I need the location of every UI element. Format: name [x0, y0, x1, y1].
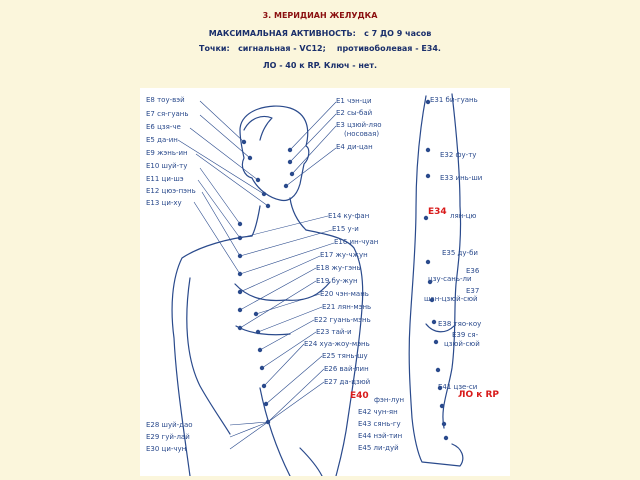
point-e5: E5 да-ин [146, 136, 178, 144]
point-e44: E44 нэй-тин [358, 432, 403, 440]
point-e39: E39 ся- [452, 331, 479, 339]
point-e9: E9 жэнь-ин [146, 149, 188, 157]
point-e11: E11 ци-шэ [146, 175, 184, 183]
point-e25: E25 тянь-шу [322, 352, 368, 360]
point-e2: E2 сы-бай [336, 109, 373, 117]
point-e40: E40 [350, 391, 369, 401]
point-e28: E28 шуй-дао [146, 421, 193, 429]
page-title: 3. МЕРИДИАН ЖЕЛУДКА [262, 11, 378, 20]
lo-line: ЛО - 40 к RP. Ключ - нет. [262, 61, 378, 70]
point-e22: E22 гуань-мэнь [314, 316, 371, 324]
point-e23: E23 тай-и [316, 328, 352, 336]
point-e31: E31 би-гуань [430, 96, 478, 104]
point-e32: E32 фу-ту [440, 151, 477, 159]
point-e12: E12 цюэ-пэнь [146, 187, 196, 195]
point-e35: E35 ду-би [442, 249, 478, 257]
point-e13: E13 ци-ху [146, 199, 182, 207]
point-e10: E10 шуй-ту [146, 162, 188, 170]
points-line: Точки: сигнальная - VC12; противоболевая - E34. [199, 44, 441, 53]
point-e36-name: цзу-сань-ли [428, 275, 472, 283]
point-e24: E24 хуа-жоу-мэнь [304, 340, 370, 348]
point-e41: E41 цзе-си [438, 383, 478, 391]
point-e16: E16 ин-чуан [334, 238, 379, 246]
point-e29: E29 гуй-лай [146, 433, 190, 441]
point-e18: E18 жу-гэнь [316, 264, 361, 272]
point-e6: E6 цзя-че [146, 123, 181, 131]
point-e8: E8 тоу-вэй [146, 96, 185, 104]
point-e37-name: шан-цзюй-сюй [424, 295, 478, 303]
point-e1: E1 чэн-ци [336, 97, 372, 105]
point-e19: E19 бу-жун [316, 277, 358, 285]
point-e20: E20 чэн-мань [320, 290, 369, 298]
point-e14: E14 ку-фан [328, 212, 370, 220]
point-e36: E36 [466, 267, 480, 275]
point-e27: E27 да-цзюй [324, 378, 371, 386]
point-e39-name: цзюй-сюй [444, 340, 480, 348]
meridian-figure [140, 88, 510, 476]
point-e45: E45 ли-дуй [358, 444, 399, 452]
point-e37: E37 [466, 287, 480, 295]
activity-line: МАКСИМАЛЬНАЯ АКТИВНОСТЬ: с 7 ДО 9 часов [208, 29, 432, 38]
point-e3: E3 цзюй-ляо [336, 121, 382, 129]
point-e43: E43 сянь-гу [358, 420, 401, 428]
point-e17: E17 жу-чжун [320, 251, 368, 259]
point-e42: E42 чун-ян [358, 408, 398, 416]
point-e34: E34 [428, 207, 447, 217]
point-e38: E38 тяо-коу [438, 320, 482, 328]
point-e34-name: лян-цю [450, 212, 477, 220]
point-e3-note: (носовая) [344, 130, 380, 138]
point-e26: E26 вай-лин [324, 365, 369, 373]
point-e15: E15 у-и [332, 225, 359, 233]
point-e40-name: фэн-лун [374, 396, 405, 404]
lo-rp-label: ЛО к RP [458, 390, 500, 400]
point-e30: E30 ци-чун [146, 445, 187, 453]
point-e21: E21 лян-мэнь [322, 303, 372, 311]
point-e7: E7 ся-гуань [146, 110, 189, 118]
point-e4: E4 ди-цан [336, 143, 373, 151]
point-e33: E33 инь-ши [440, 174, 483, 182]
